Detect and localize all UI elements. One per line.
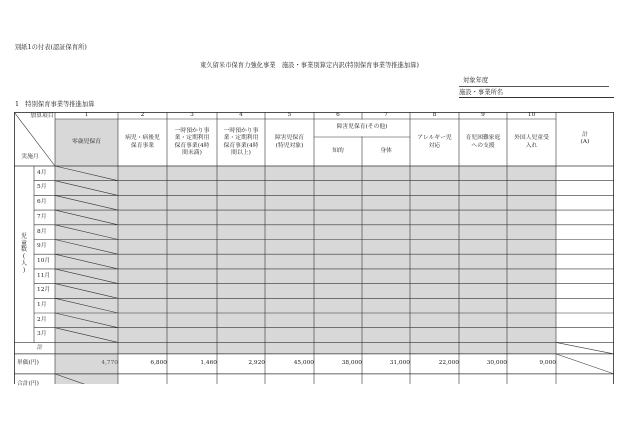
column-header-2: 病児・病後児 保育事業 xyxy=(125,135,160,149)
price-total-diagonal xyxy=(556,354,614,374)
column-header-5: 障害児保育 (特児対象) xyxy=(275,135,304,149)
subtotal-shade xyxy=(55,342,556,354)
month-label: 6月 xyxy=(37,199,47,206)
column-number-4: 4 xyxy=(239,111,243,118)
column-number-2: 2 xyxy=(140,111,145,118)
attachment-label: 別紙1の付表(認証保育所) xyxy=(15,44,87,51)
column-number-9: 9 xyxy=(481,111,485,118)
column-header-9: 育児困難家庭 への支援 xyxy=(465,135,501,149)
column-number-1: 1 xyxy=(84,111,89,118)
disability-group-header: 障害児保育(その他) xyxy=(336,124,388,131)
column-header-4: 一時預かり事 業・定期利用 保育事業(4時 間以上) xyxy=(223,128,259,156)
corner-bottom-label: 実施月 xyxy=(21,154,39,161)
subtotal-label: 計 xyxy=(37,344,43,351)
month-label: 5月 xyxy=(37,184,47,191)
calculation-table xyxy=(14,111,614,388)
row-group-char: ) xyxy=(22,266,26,274)
unit-price-cell: 45,000 xyxy=(293,360,314,367)
unit-price-cell: 31,000 xyxy=(389,360,410,367)
unit-price-cell: 6,800 xyxy=(150,360,167,367)
column-number-7: 7 xyxy=(384,111,388,118)
unit-price-label: 単価(円) xyxy=(17,360,39,367)
row-group-char: 童 xyxy=(20,239,27,247)
month-label: 2月 xyxy=(37,316,47,323)
column-number-6: 6 xyxy=(336,111,340,118)
target-year-underline xyxy=(459,86,609,87)
month-label: 11月 xyxy=(37,272,51,279)
unit-price-cell: 4,770 xyxy=(101,360,118,367)
unit-price-cell: 2,920 xyxy=(248,360,265,367)
row-group-char: 児 xyxy=(20,233,27,241)
facility-name-underline xyxy=(459,97,614,98)
month-label: 10月 xyxy=(37,257,51,264)
column-header-10: 外国人児童受 入れ xyxy=(514,135,549,149)
row-group-char: 数 xyxy=(20,246,27,254)
unit-price-cell: 22,000 xyxy=(438,360,459,367)
unit-price-cell: 38,000 xyxy=(341,360,362,367)
document-title: 東久留米市保育力強化事業 施設・事業別算定内訳(特別保育事業等推進加算) xyxy=(200,62,420,69)
total-header: 計 (A) xyxy=(580,131,590,145)
column-number-5: 5 xyxy=(287,111,292,118)
unit-price-cell: 9,000 xyxy=(539,360,556,367)
column-header-7: 身体 xyxy=(380,147,392,154)
month-label: 7月 xyxy=(37,213,47,220)
month-label: 9月 xyxy=(37,243,47,250)
target-year-label: 対象年度 xyxy=(463,77,489,84)
row-group-char: ( xyxy=(22,253,26,261)
month-label: 1月 xyxy=(37,302,47,309)
unit-price-cell: 1,460 xyxy=(200,360,217,367)
month-label: 3月 xyxy=(37,331,47,338)
row-group-char: 人 xyxy=(20,259,27,267)
unit-price-cell: 30,000 xyxy=(486,360,507,367)
grand-col1-shade xyxy=(55,374,118,384)
month-label: 12月 xyxy=(37,287,51,294)
section-title: 1 特別保育事業等推進加算 xyxy=(15,101,95,108)
column-header-3: 一時預かり事 業・定期利用 保育事業(4時 間未満) xyxy=(174,128,210,156)
month-label: 8月 xyxy=(37,228,47,235)
column-header-1: 零歳児保育 xyxy=(72,138,101,145)
column-number-3: 3 xyxy=(190,111,194,118)
corner-top-label: 加算項目 xyxy=(30,113,54,120)
facility-name-label: 施設・事業所名 xyxy=(459,89,504,96)
subtotal-total-diagonal xyxy=(556,342,614,354)
column-number-10: 10 xyxy=(527,111,536,118)
column-header-6: 知的 xyxy=(332,147,344,154)
month-label: 4月 xyxy=(37,169,47,176)
column-number-8: 8 xyxy=(432,111,437,118)
column-header-8: アレルギー児 対応 xyxy=(417,135,452,149)
row-group-label xyxy=(14,166,34,342)
grand-total-label: 合計(円) xyxy=(17,381,39,388)
